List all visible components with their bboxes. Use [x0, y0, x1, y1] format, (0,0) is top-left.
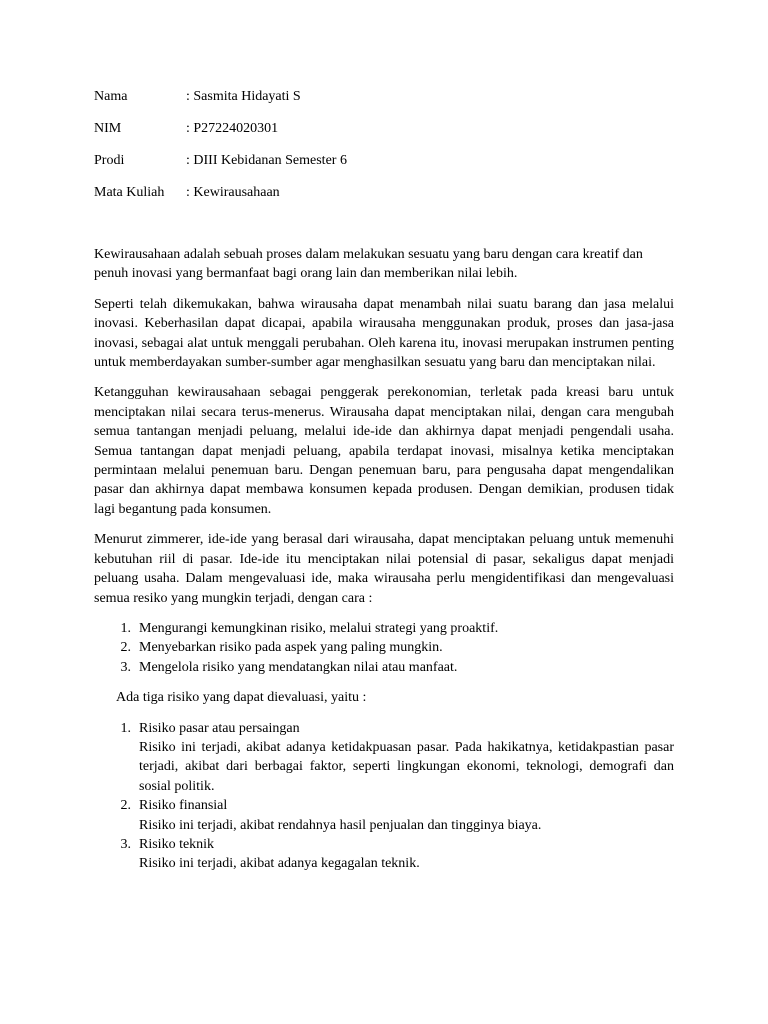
list-number: 3. — [120, 836, 131, 852]
document-page — [94, 87, 674, 874]
list-number: 2. — [120, 640, 131, 656]
list-item — [94, 638, 674, 657]
identity-block — [94, 87, 674, 202]
list-number: 1. — [120, 720, 131, 736]
identity-value-prodi: : DIII Kebidanan Semester 6 — [186, 153, 347, 168]
identity-value-nama: : Sasmita Hidayati S — [186, 89, 301, 104]
identity-value-mata-kuliah: : Kewirausahaan — [186, 185, 280, 200]
risk-title: Risiko teknik — [139, 836, 215, 852]
list-text: Menyebarkan risiko pada aspek yang paling mungkin. — [139, 640, 443, 656]
list-number: 3. — [120, 659, 131, 675]
identity-label-prodi: Prodi — [94, 153, 125, 168]
risk-title: Risiko finansial — [139, 798, 228, 814]
risk-description: Risiko ini terjadi, akibat adanya kegagalan teknik. — [139, 856, 420, 872]
paragraph-three-risks: Ada tiga risiko yang dapat dievaluasi, yaitu : — [116, 690, 367, 706]
paragraph-zimmerer: Menurut zimmerer, ide-ide yang berasal dari wirausaha, dapat menciptakan peluang untuk memenuhi kebutuhan riil di pasar. Ide-ide itu menciptakan nilai potensial di pasar, sekaligus dapat menjadi peluang usaha. Dalam mengevaluasi ide, maka wirausaha perlu mengidentifikasi dan mengevaluasi semua resiko yang mungkin terjadi, dengan cara : — [94, 532, 674, 606]
identity-label-mata-kuliah: Mata Kuliah — [94, 185, 165, 200]
identity-label-nim: NIM — [94, 121, 122, 136]
list-item — [94, 619, 674, 638]
list-text: Mengurangi kemungkinan risiko, melalui strategi yang proaktif. — [139, 620, 499, 636]
paragraph-resilience: Ketangguhan kewirausahaan sebagai penggerak perekonomian, terletak pada kreasi baru untuk menciptakan nilai secara terus-menerus. Wirausaha dapat menciptakan nilai, dengan cara mengubah semua tantangan menjadi peluang, melalui ide-ide dan akhirnya dapat menjadi pengendali usaha. Semua tantangan dapat menjadi peluang, apabila terdapat inovasi, misalnya ketika menciptakan permintaan melalui penemuan baru. Dengan penemuan baru, para pengusaha dapat mengendalikan pasar dan akhirnya dapat membawa konsumen kepada produsen. Dengan demikian, produsen tidak lagi begantung pada konsumen. — [94, 385, 674, 517]
risk-strategy-list — [94, 619, 674, 677]
risk-description: Risiko ini terjadi, akibat adanya ketidakpuasan pasar. Pada hakikatnya, ketidakpastian pasar terjadi, akibat dari berbagai faktor, seperti lingkungan ekonomi, teknologi, demografi dan sosial politik. — [139, 739, 674, 794]
paragraph-innovation: Seperti telah dikemukakan, bahwa wirausaha dapat menambah nilai suatu barang dan jasa melalui inovasi. Keberhasilan dapat dicapai, apabila wirausaha menggunakan produk, proses dan jasa-jasa inovasi, sebagai alat untuk menggali perubahan. Oleh karena itu, inovasi merupakan instrumen penting untuk memberdayakan sumber-sumber agar menghasilkan sesuatu yang baru dan menciptakan nilai. — [94, 296, 674, 371]
list-item — [94, 719, 674, 797]
list-item — [94, 835, 674, 874]
list-number: 2. — [120, 798, 131, 814]
risk-description: Risiko ini terjadi, akibat rendahnya hasil penjualan dan tingginya biaya. — [139, 817, 542, 833]
risk-types-list — [94, 719, 674, 874]
identity-label-nama: Nama — [94, 89, 128, 104]
header-spacer — [94, 202, 674, 245]
list-item — [94, 658, 674, 677]
list-text: Mengelola risiko yang mendatangkan nilai atau manfaat. — [139, 659, 458, 675]
list-number: 1. — [120, 620, 131, 636]
risk-title: Risiko pasar atau persaingan — [139, 720, 300, 736]
list-item — [94, 796, 674, 835]
paragraph-definition: Kewirausahaan adalah sebuah proses dalam melakukan sesuatu yang baru dengan cara kreatif dan penuh inovasi yang bermanfaat bagi orang lain dan memberikan nilai lebih. — [94, 247, 643, 282]
identity-value-nim: : P27224020301 — [186, 121, 279, 136]
